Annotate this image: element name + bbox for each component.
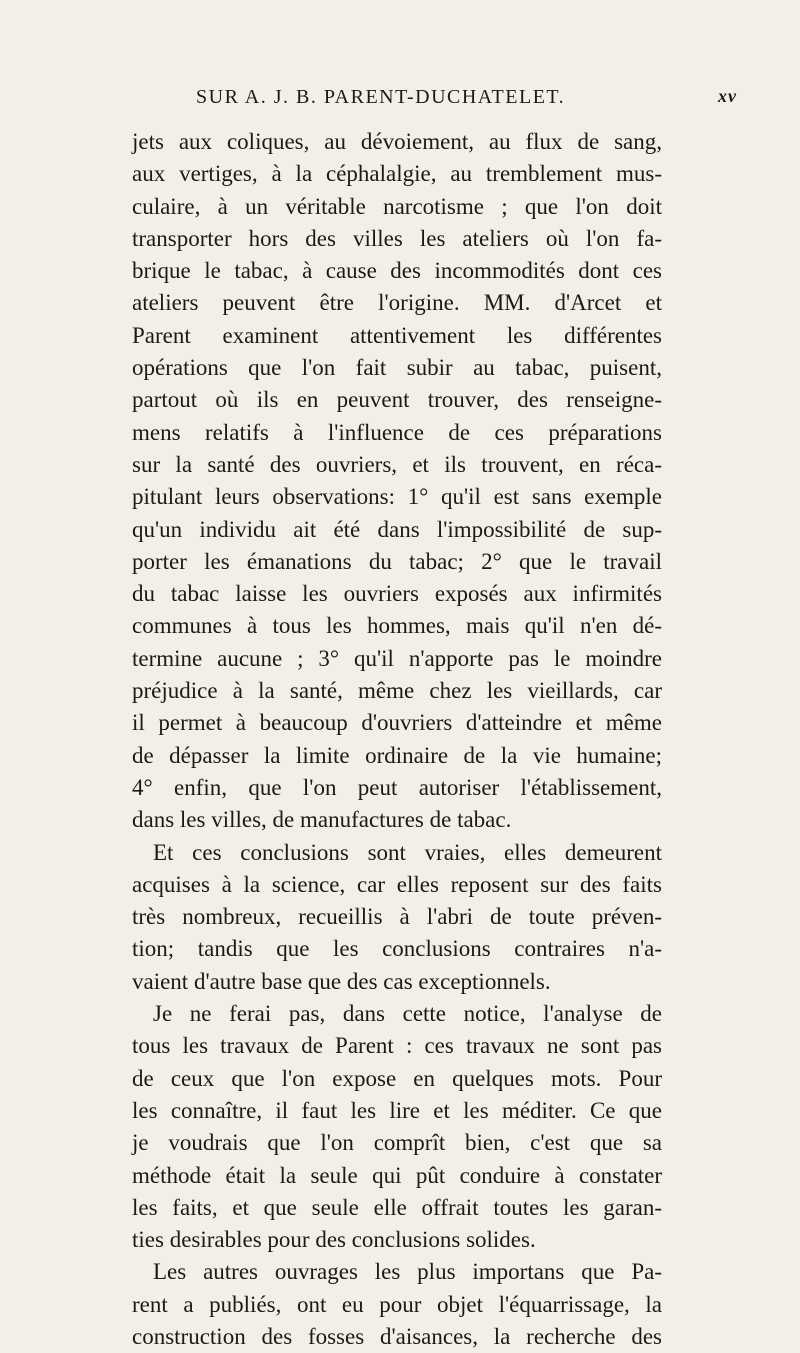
- text-line: jets aux coliques, au dévoiement, au flux de sang,: [132, 129, 662, 154]
- text-line: ateliers peuvent être l'origine. MM. d'Arcet et: [132, 290, 662, 316]
- text-line: tion; tandis que les conclusions contraires n'a-: [132, 936, 662, 962]
- text-line: opérations que l'on fait subir au tabac, puisent,: [132, 355, 662, 381]
- text-line: acquises à la science, car elles reposent sur des faits: [132, 871, 662, 897]
- text-line: construction des fosses d'aisances, la recherche des: [132, 1323, 662, 1349]
- text-line: culaire, à un véritable narcotisme ; que l'on doit: [132, 193, 662, 219]
- text-line: transporter hors des villes les ateliers où l'on fa-: [132, 225, 662, 251]
- text-line: les connaître, il faut les lire et les méditer. Ce que: [132, 1097, 662, 1123]
- text-line: 4° enfin, que l'on peut autoriser l'établissement,: [132, 774, 662, 800]
- text-line: Je ne ferai pas, dans cette notice, l'analyse de: [153, 1001, 662, 1027]
- text-line: dans les villes, de manufactures de tabac.: [132, 807, 512, 833]
- text-line: ties desirables pour des conclusions solides.: [132, 1227, 536, 1253]
- text-line: termine aucune ; 3° qu'il n'apporte pas le moindre: [132, 645, 662, 671]
- text-line: sur la santé des ouvriers, et ils trouvent, en réca-: [132, 451, 662, 477]
- text-line: tous les travaux de Parent : ces travaux ne sont pas: [132, 1033, 662, 1059]
- text-line: méthode était la seule qui pût conduire à constater: [132, 1162, 662, 1188]
- body-text: [132, 126, 662, 1353]
- text-line: préjudice à la santé, même chez les vieillards, car: [132, 678, 662, 704]
- text-line: Parent examinent attentivement les différentes: [132, 322, 662, 348]
- running-head: SUR A. J. B. PARENT-DUCHATELET.: [196, 86, 566, 108]
- text-line: qu'un individu ait été dans l'impossibilité de sup-: [132, 516, 662, 542]
- page-header: [0, 86, 800, 116]
- page-number: xv: [718, 86, 737, 106]
- text-line: de ceux que l'on expose en quelques mots. Pour: [132, 1065, 662, 1091]
- text-line: les faits, et que seule elle offrait toutes les garan-: [132, 1194, 662, 1220]
- text-line: il permet à beaucoup d'ouvriers d'atteindre et même: [132, 710, 662, 736]
- text-line: pitulant leurs observations: 1° qu'il est sans exemple: [132, 484, 662, 510]
- text-line: Les autres ouvrages les plus importans que Pa-: [153, 1259, 662, 1285]
- text-line: du tabac laisse les ouvriers exposés aux infirmités: [132, 581, 662, 607]
- text-line: brique le tabac, à cause des incommodités dont ces: [132, 258, 662, 284]
- text-line: très nombreux, recueillis à l'abri de toute préven-: [132, 904, 662, 930]
- text-line: Et ces conclusions sont vraies, elles demeurent: [153, 839, 662, 865]
- text-line: je voudrais que l'on comprît bien, c'est que sa: [132, 1130, 662, 1156]
- text-line: rent a publiés, ont eu pour objet l'équarrissage, la: [132, 1291, 662, 1317]
- text-line: porter les émanations du tabac; 2° que le travail: [132, 548, 662, 574]
- text-line: vaient d'autre base que des cas exceptionnels.: [132, 968, 551, 994]
- text-line: de dépasser la limite ordinaire de la vie humaine;: [132, 742, 662, 768]
- text-line: mens relatifs à l'influence de ces préparations: [132, 419, 662, 445]
- text-line: communes à tous les hommes, mais qu'il n'en dé-: [132, 613, 662, 639]
- text-line: aux vertiges, à la céphalalgie, au tremblement mus-: [132, 161, 662, 187]
- text-line: partout où ils en peuvent trouver, des renseigne-: [132, 387, 662, 413]
